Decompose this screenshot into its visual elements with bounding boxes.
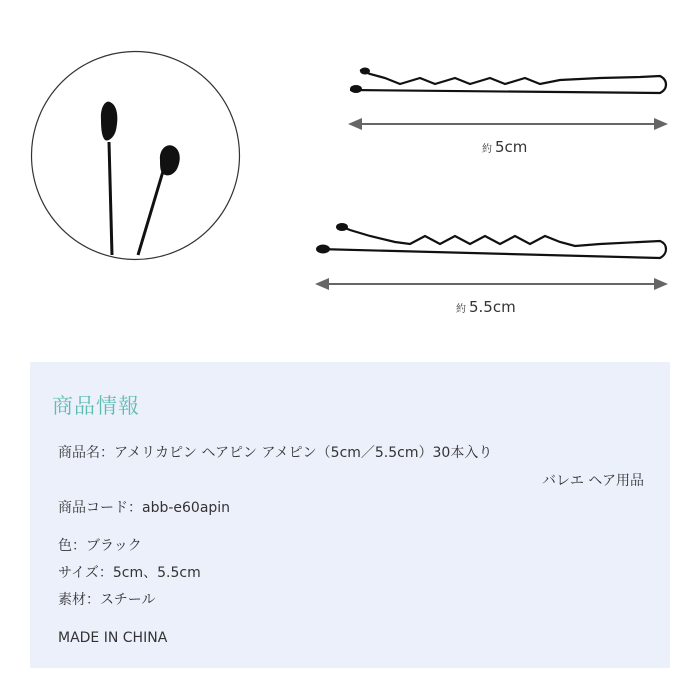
- product-color: 色：ブラック: [58, 538, 142, 554]
- short-pin-length-label: [482, 138, 527, 156]
- product-size: サイズ：5cm、5.5cm: [58, 565, 201, 581]
- short-length-arrow: [348, 118, 668, 130]
- approx-prefix: 約: [456, 304, 466, 315]
- product-name-line1: 商品名：アメリカピン ヘアピン アメピン（5cm／5.5cm）30本入り: [58, 445, 493, 461]
- long-length-arrow: [315, 278, 668, 290]
- product-material: 素材：スチール: [58, 592, 156, 608]
- product-code: 商品コード：abb-e60apin: [58, 500, 231, 516]
- approx-prefix: 約: [482, 144, 492, 155]
- short-pin-image: [350, 68, 666, 94]
- product-info-panel: [30, 362, 670, 668]
- length-value: 5cm: [495, 138, 528, 156]
- long-pin-length-label: [456, 298, 516, 316]
- long-pin-image: [316, 223, 666, 258]
- product-origin: MADE IN CHINA: [58, 630, 168, 646]
- length-value: 5.5cm: [469, 298, 516, 316]
- product-name-line2: バレエ ヘア用品: [541, 473, 644, 489]
- product-info-title: 商品情報: [52, 394, 140, 418]
